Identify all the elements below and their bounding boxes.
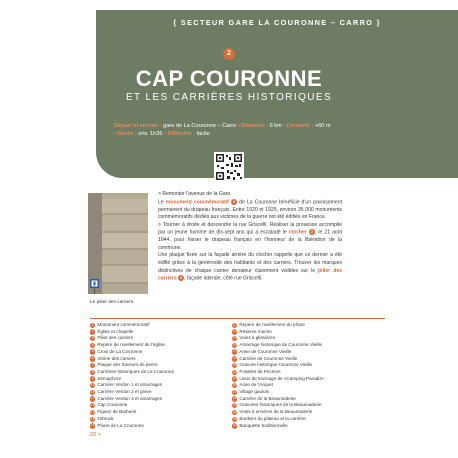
- legend-number: 4: [91, 342, 94, 347]
- legend-number: 29: [232, 403, 237, 408]
- section-divider: [90, 318, 385, 319]
- legend-number: 22: [232, 356, 237, 361]
- legend-item: [90, 423, 230, 430]
- route-info-line-2: [114, 130, 434, 138]
- legend-item: [232, 396, 382, 403]
- legend-item: [90, 335, 230, 342]
- legend-item: [90, 376, 230, 383]
- legend-label: Carrière Verdon 3 et amarrages: [97, 395, 162, 401]
- legend-label: Carrières historiques de La Couronne: [97, 368, 174, 374]
- legend-item: [90, 396, 230, 403]
- legend-number: 30: [232, 409, 237, 414]
- legend-label: Cap Couronne: [97, 402, 128, 408]
- legend-item: [90, 409, 230, 416]
- legend-number: 1: [91, 322, 94, 327]
- legend-item: [232, 416, 382, 423]
- legend-item: [90, 402, 230, 409]
- sector-label: { SECTEUR GARE LA COURONNE – CARRO }: [173, 18, 381, 27]
- paragraph: [158, 222, 342, 253]
- paragraph: [158, 199, 342, 222]
- legend-item: [90, 356, 230, 363]
- legend-item: [232, 335, 382, 342]
- legend-label: Repère de nivellement de l'église: [97, 342, 165, 348]
- legend-number: 2: [91, 329, 94, 334]
- legend-number: 32: [232, 423, 237, 428]
- legend-number: 9: [91, 376, 94, 381]
- legend-item: [232, 423, 382, 430]
- highlight-text: monument commémoratif: [165, 198, 229, 205]
- legend-number: 31: [232, 416, 237, 421]
- legend-label: Figuier de Barbarie: [97, 409, 137, 415]
- legend-item: [90, 349, 230, 356]
- legend-item: [232, 342, 382, 349]
- legend-item: [232, 402, 382, 409]
- legend-item: [232, 322, 382, 329]
- legend-label: Monument commémoratif: [97, 322, 150, 327]
- legend-number: 26: [232, 382, 237, 387]
- info-key: Départ et arrivée :: [114, 123, 162, 129]
- legend-item: [90, 369, 230, 376]
- legend-item: [90, 382, 230, 389]
- legend-item: [232, 376, 382, 383]
- legend-label: Banquette traditionnelle: [239, 422, 288, 428]
- legend-item: [232, 389, 382, 396]
- legend-item: [90, 389, 230, 396]
- header-banner: [96, 10, 458, 178]
- paragraph: > Remonter l'avenue de la Gare.: [158, 191, 232, 197]
- info-value: facile: [194, 131, 210, 137]
- text: de La Couronne bénéficie d'un pavoisement permanent du drapeau français. Entre 1920 et 1925, environ 35 000 monuments commémoratifs dédiés aux victimes de la guerre ont été édifiés en France.: [158, 198, 342, 221]
- legend-number: 8: [91, 369, 94, 374]
- point-marker: 3: [180, 275, 183, 281]
- info-value: gare de La Couronne – Carro: [161, 123, 237, 129]
- legend-number: 11: [91, 389, 95, 394]
- legend-number: 20: [232, 342, 237, 347]
- legend-label: Sémaphore: [97, 375, 122, 381]
- route-info: [114, 122, 434, 138]
- legend-number: 15: [90, 416, 95, 421]
- info-value: env. 1h35: [136, 131, 163, 137]
- legend-label: Gravures historiques de la Beaumaderie: [239, 402, 322, 408]
- legend-item: [232, 409, 382, 416]
- legend-label: Pilier des carriers: [97, 335, 133, 341]
- legend-number: 10: [90, 382, 95, 387]
- legend-label: Village gaulois: [239, 389, 269, 395]
- info-key: • Distance :: [236, 123, 269, 129]
- photo-caption: Le pilier des carriers.: [90, 300, 135, 305]
- legend-number: 12: [90, 396, 95, 401]
- legend-label: Gravure historique Couronne Vieille: [239, 362, 313, 368]
- page-number: 22 >: [90, 432, 101, 438]
- legend-label: Carrière de la Beaumaderie: [239, 395, 296, 401]
- legend-number: 5: [91, 349, 94, 354]
- legend-label: Bunkers du plateau et la carrière: [239, 415, 306, 421]
- legend-number: 23: [232, 362, 237, 367]
- info-key: • Durée :: [114, 131, 137, 137]
- legend-label: Carrière de Couronne Vieille: [239, 355, 298, 361]
- point-marker: 2: [310, 229, 313, 235]
- legend-number: 27: [232, 389, 237, 394]
- legend-item: [232, 362, 382, 369]
- info-key: • Dénivelé :: [281, 123, 314, 129]
- legend-label: Église et chapelle: [97, 328, 134, 334]
- legend-label: Carrière Verdon 2 et grève: [97, 389, 152, 395]
- legend-label: Voies à ornières de la Beaumaderie: [239, 409, 313, 415]
- legend-number: 13: [90, 403, 95, 408]
- point-marker: 1: [232, 198, 236, 204]
- legend-label: Vitrine des carriers: [97, 355, 136, 361]
- legend-number: 3: [91, 336, 94, 341]
- qr-code-icon[interactable]: [214, 152, 244, 182]
- text: > Tourner à droite et descendre la rue Griscelli. Réaliser la prouesse accomplie par un jeune homme de dix-sept ans qui a escaladé le: [158, 221, 342, 236]
- page-title: CAP COURONNE: [135, 66, 323, 91]
- legend-label: Croix de La Couronne: [97, 348, 143, 354]
- page-subtitle: ET LES CARRIÈRES HISTORIQUES: [125, 92, 333, 103]
- info-value: +60 m: [313, 123, 331, 129]
- legend-label: Voies à glissières: [239, 335, 275, 341]
- legend-number: 21: [232, 349, 237, 354]
- legend-number: 6: [91, 356, 94, 361]
- legend-label: Carrière Verdon 1 et amarrages: [97, 382, 162, 388]
- text: Le: [158, 198, 166, 205]
- legend-item: [90, 362, 230, 369]
- legend-number: 7: [91, 362, 94, 367]
- paragraph: [158, 252, 342, 283]
- legend-label: Anse de Couronne Vieille: [239, 348, 292, 354]
- legend-right: [232, 322, 382, 429]
- info-key: • Difficulté :: [162, 131, 195, 137]
- legend-label: Repère de nivellement du phare: [239, 322, 305, 327]
- route-info-line-1: [114, 122, 434, 130]
- legend-label: Tobrouk: [97, 415, 114, 421]
- legend-left: [90, 322, 230, 429]
- legend-number: 18: [232, 329, 237, 334]
- legend-label: Phare de La Couronne: [97, 422, 144, 428]
- text: , façade latérale, côté rue Griscelli.: [184, 275, 263, 282]
- legend-number: 17: [232, 322, 237, 327]
- body-text: [158, 191, 342, 283]
- legend-item: [90, 342, 230, 349]
- highlight-text: pilier des carriers: [158, 267, 342, 282]
- legend-label: Anse de l'Arquet: [239, 382, 273, 388]
- text: Une plaque fixée sur la façade arrière du clocher rappelle que ce dernier a été édifié grâce à la générosité des habitants et des carriers. Trouver les marques distinctives de chaque carrier donateur clairement visibles sur le: [158, 252, 342, 274]
- legend-number: 19: [232, 336, 237, 341]
- legend-item: [90, 416, 230, 423]
- legend-item: [232, 382, 382, 389]
- legend-number: 24: [232, 369, 237, 374]
- legend-item: [232, 356, 382, 363]
- legend-number: 16: [90, 423, 95, 428]
- legend-item: [232, 369, 382, 376]
- legend-label: Amarrage historique de Couronne Vieille: [239, 342, 323, 348]
- highlight-text: clocher: [288, 229, 307, 236]
- legend-item: [90, 329, 230, 336]
- pillar-photo: [88, 193, 148, 294]
- legend-item: [90, 322, 230, 329]
- text: , le 21 août 1944, pour hisser le drapeau français en l'honneur de la libération de la commune.: [158, 229, 342, 251]
- legend-label: Réserve marine: [239, 328, 272, 334]
- legend-item: [232, 349, 382, 356]
- info-value: 6 km: [268, 123, 282, 129]
- route-number-badge: 2: [223, 48, 235, 60]
- legend-item: [232, 329, 382, 336]
- legend-label: Lieux de tournage de «Camping Paradis»: [239, 375, 325, 381]
- legend-number: 14: [90, 409, 95, 414]
- legend-label: Fossiles de Pectens: [239, 368, 281, 374]
- legend-number: 28: [232, 396, 237, 401]
- legend-label: Plaque des traceurs de pierre: [97, 362, 158, 368]
- legend-number: 25: [232, 376, 237, 381]
